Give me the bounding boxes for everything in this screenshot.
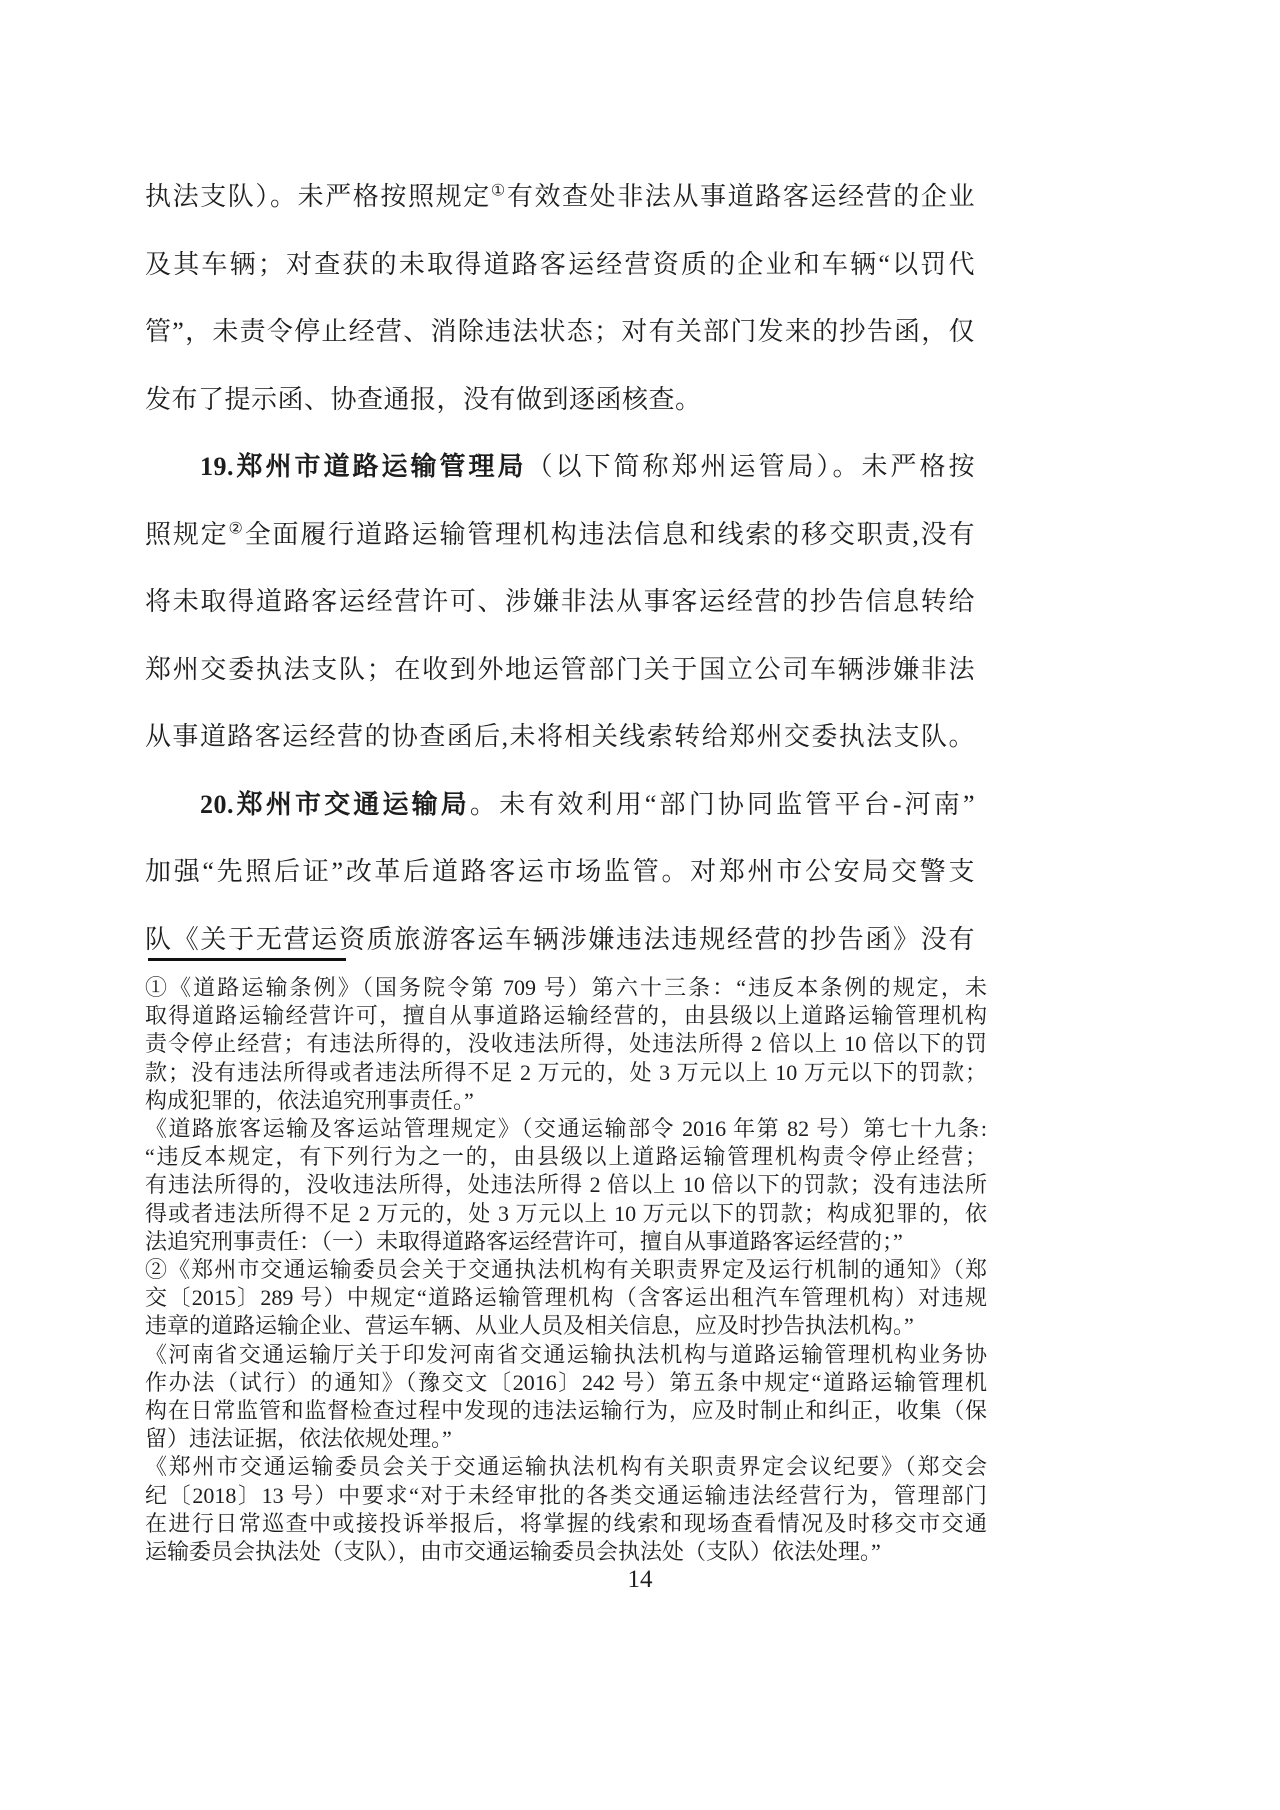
body-text-line (145, 366, 975, 434)
body-text-segment: 队《关于无营运资质旅游客运车辆涉嫌违法违规经营的抄告函》没有 (145, 924, 975, 954)
footnotes (145, 974, 987, 1566)
body-text-segment: 将未取得道路客运经营许可、涉嫌非法从事客运经营的抄告信息转给 (145, 587, 975, 616)
footnote-line: 《河南省交通运输厅关于印发河南省交通运输执法机构与道路运输管理机构业务协 (145, 1341, 987, 1367)
body-text-line (145, 636, 975, 704)
footnote-line: 构成犯罪的，依法追究刑事责任。” (145, 1087, 474, 1113)
footnote-line: 构在日常监管和监督检查过程中发现的违法运输行为，应及时制止和纠正，收集（保 (145, 1398, 987, 1424)
body-text-segment: 及其车辆；对查获的未取得道路客运经营资质的企业和车辆“以罚代 (145, 249, 975, 279)
body-text-line (145, 906, 975, 974)
footnote-reference-marker: ② (228, 519, 245, 537)
section-heading: 19.郑州市道路运输管理局 (200, 452, 527, 481)
body-text-line (145, 703, 975, 771)
body-text-line (145, 433, 975, 501)
body-text-segment: 管”，未责令停止经营、消除违法状态；对有关部门发来的抄告函，仅 (145, 317, 975, 346)
footnote-line: 运输委员会执法处（支队），由市交通运输委员会执法处（支队）依法处理。” (145, 1539, 881, 1565)
footnote-line: 取得道路运输经营许可，擅自从事道路运输经营的，由县级以上道路运输管理机构 (145, 1003, 987, 1029)
body-text-segment: 执法支队）。未严格按照规定 (145, 182, 491, 211)
body-text-segment: （以下简称郑州运管局）。未严格按 (526, 452, 975, 481)
body-text-line (145, 298, 975, 366)
body-text (145, 163, 975, 973)
body-text-segment: 全面履行道路运输管理机构违法信息和线索的移交职责,没有 (244, 519, 975, 549)
body-text-line (145, 838, 975, 906)
footnote-line: 作办法（试行）的通知》（豫交文〔2016〕242 号）第五条中规定“道路运输管理机 (145, 1369, 987, 1395)
footnote-line: 交〔2015〕289 号）中规定“道路运输管理机构（含客运出租汽车管理机构）对违规 (145, 1285, 987, 1311)
footnote-line: ①《道路运输条例》（国务院令第 709 号）第六十三条：“违反本条例的规定，未 (145, 975, 987, 1000)
footnote-line: 款；没有违法所得或者违法所得不足 2 万元的，处 3 万元以上 10 万元以下的罚款； (145, 1059, 987, 1085)
footnote-line: 法追究刑事责任：（一）未取得道路客运经营许可，擅自从事道路客运经营的；” (145, 1228, 903, 1254)
footnote-line: 得或者违法所得不足 2 万元的，处 3 万元以上 10 万元以下的罚款；构成犯罪的，依 (145, 1200, 987, 1226)
body-text-line (145, 231, 975, 299)
body-text-segment: 照规定 (145, 519, 229, 549)
footnote-line: “违反本规定，有下列行为之一的，由县级以上道路运输管理机构责令停止经营； (145, 1144, 987, 1170)
body-text-line (145, 568, 975, 636)
page-number: 14 (627, 1566, 653, 1593)
footnote-line: 《道路旅客运输及客运站管理规定》（交通运输部令 2016 年第 82 号）第七十九条: (145, 1116, 987, 1142)
footnote-separator (148, 958, 346, 961)
footnote-line: 留）违法证据，依法依规处理。” (145, 1426, 452, 1452)
body-text-line (145, 163, 975, 231)
footnote-line: 《郑州市交通运输委员会关于交通运输执法机构有关职责界定会议纪要》（郑交会 (145, 1454, 987, 1480)
section-heading: 20.郑州市交通运输局 (200, 789, 470, 819)
footnote-line: ②《郑州市交通运输委员会关于交通执法机构有关职责界定及运行机制的通知》（郑 (145, 1257, 987, 1283)
footnote-line: 违章的道路运输企业、营运车辆、从业人员及相关信息，应及时抄告执法机构。” (145, 1313, 914, 1339)
footnote-line: 在进行日常巡查中或接投诉举报后，将掌握的线索和现场查看情况及时移交市交通 (145, 1510, 987, 1536)
body-text-segment: 。未有效利用“部门协同监管平台-河南” (469, 789, 975, 819)
footnote-reference-marker: ① (490, 182, 507, 200)
body-text-line (145, 501, 975, 569)
body-text-segment: 从事道路客运经营的协查函后,未将相关线索转给郑州交委执法支队。 (145, 722, 975, 751)
body-text-segment: 有效查处非法从事道路客运经营的企业 (506, 182, 975, 211)
footnote-line: 有违法所得的，没收违法所得，处违法所得 2 倍以上 10 倍以下的罚款；没有违法所 (145, 1172, 987, 1198)
footnote-line: 纪〔2018〕13 号）中要求“对于未经审批的各类交通运输违法经营行为，管理部门 (145, 1482, 987, 1508)
footnote-line: 责令停止经营；有违法所得的，没收违法所得，处违法所得 2 倍以上 10 倍以下的罚 (145, 1031, 987, 1057)
body-text-segment: 发布了提示函、协查通报，没有做到逐函核查。 (145, 384, 702, 414)
body-text-line (145, 771, 975, 839)
body-text-segment: 加强“先照后证”改革后道路客运市场监管。对郑州市公安局交警支 (145, 857, 975, 886)
body-text-segment: 郑州交委执法支队；在收到外地运管部门关于国立公司车辆涉嫌非法 (145, 654, 975, 684)
